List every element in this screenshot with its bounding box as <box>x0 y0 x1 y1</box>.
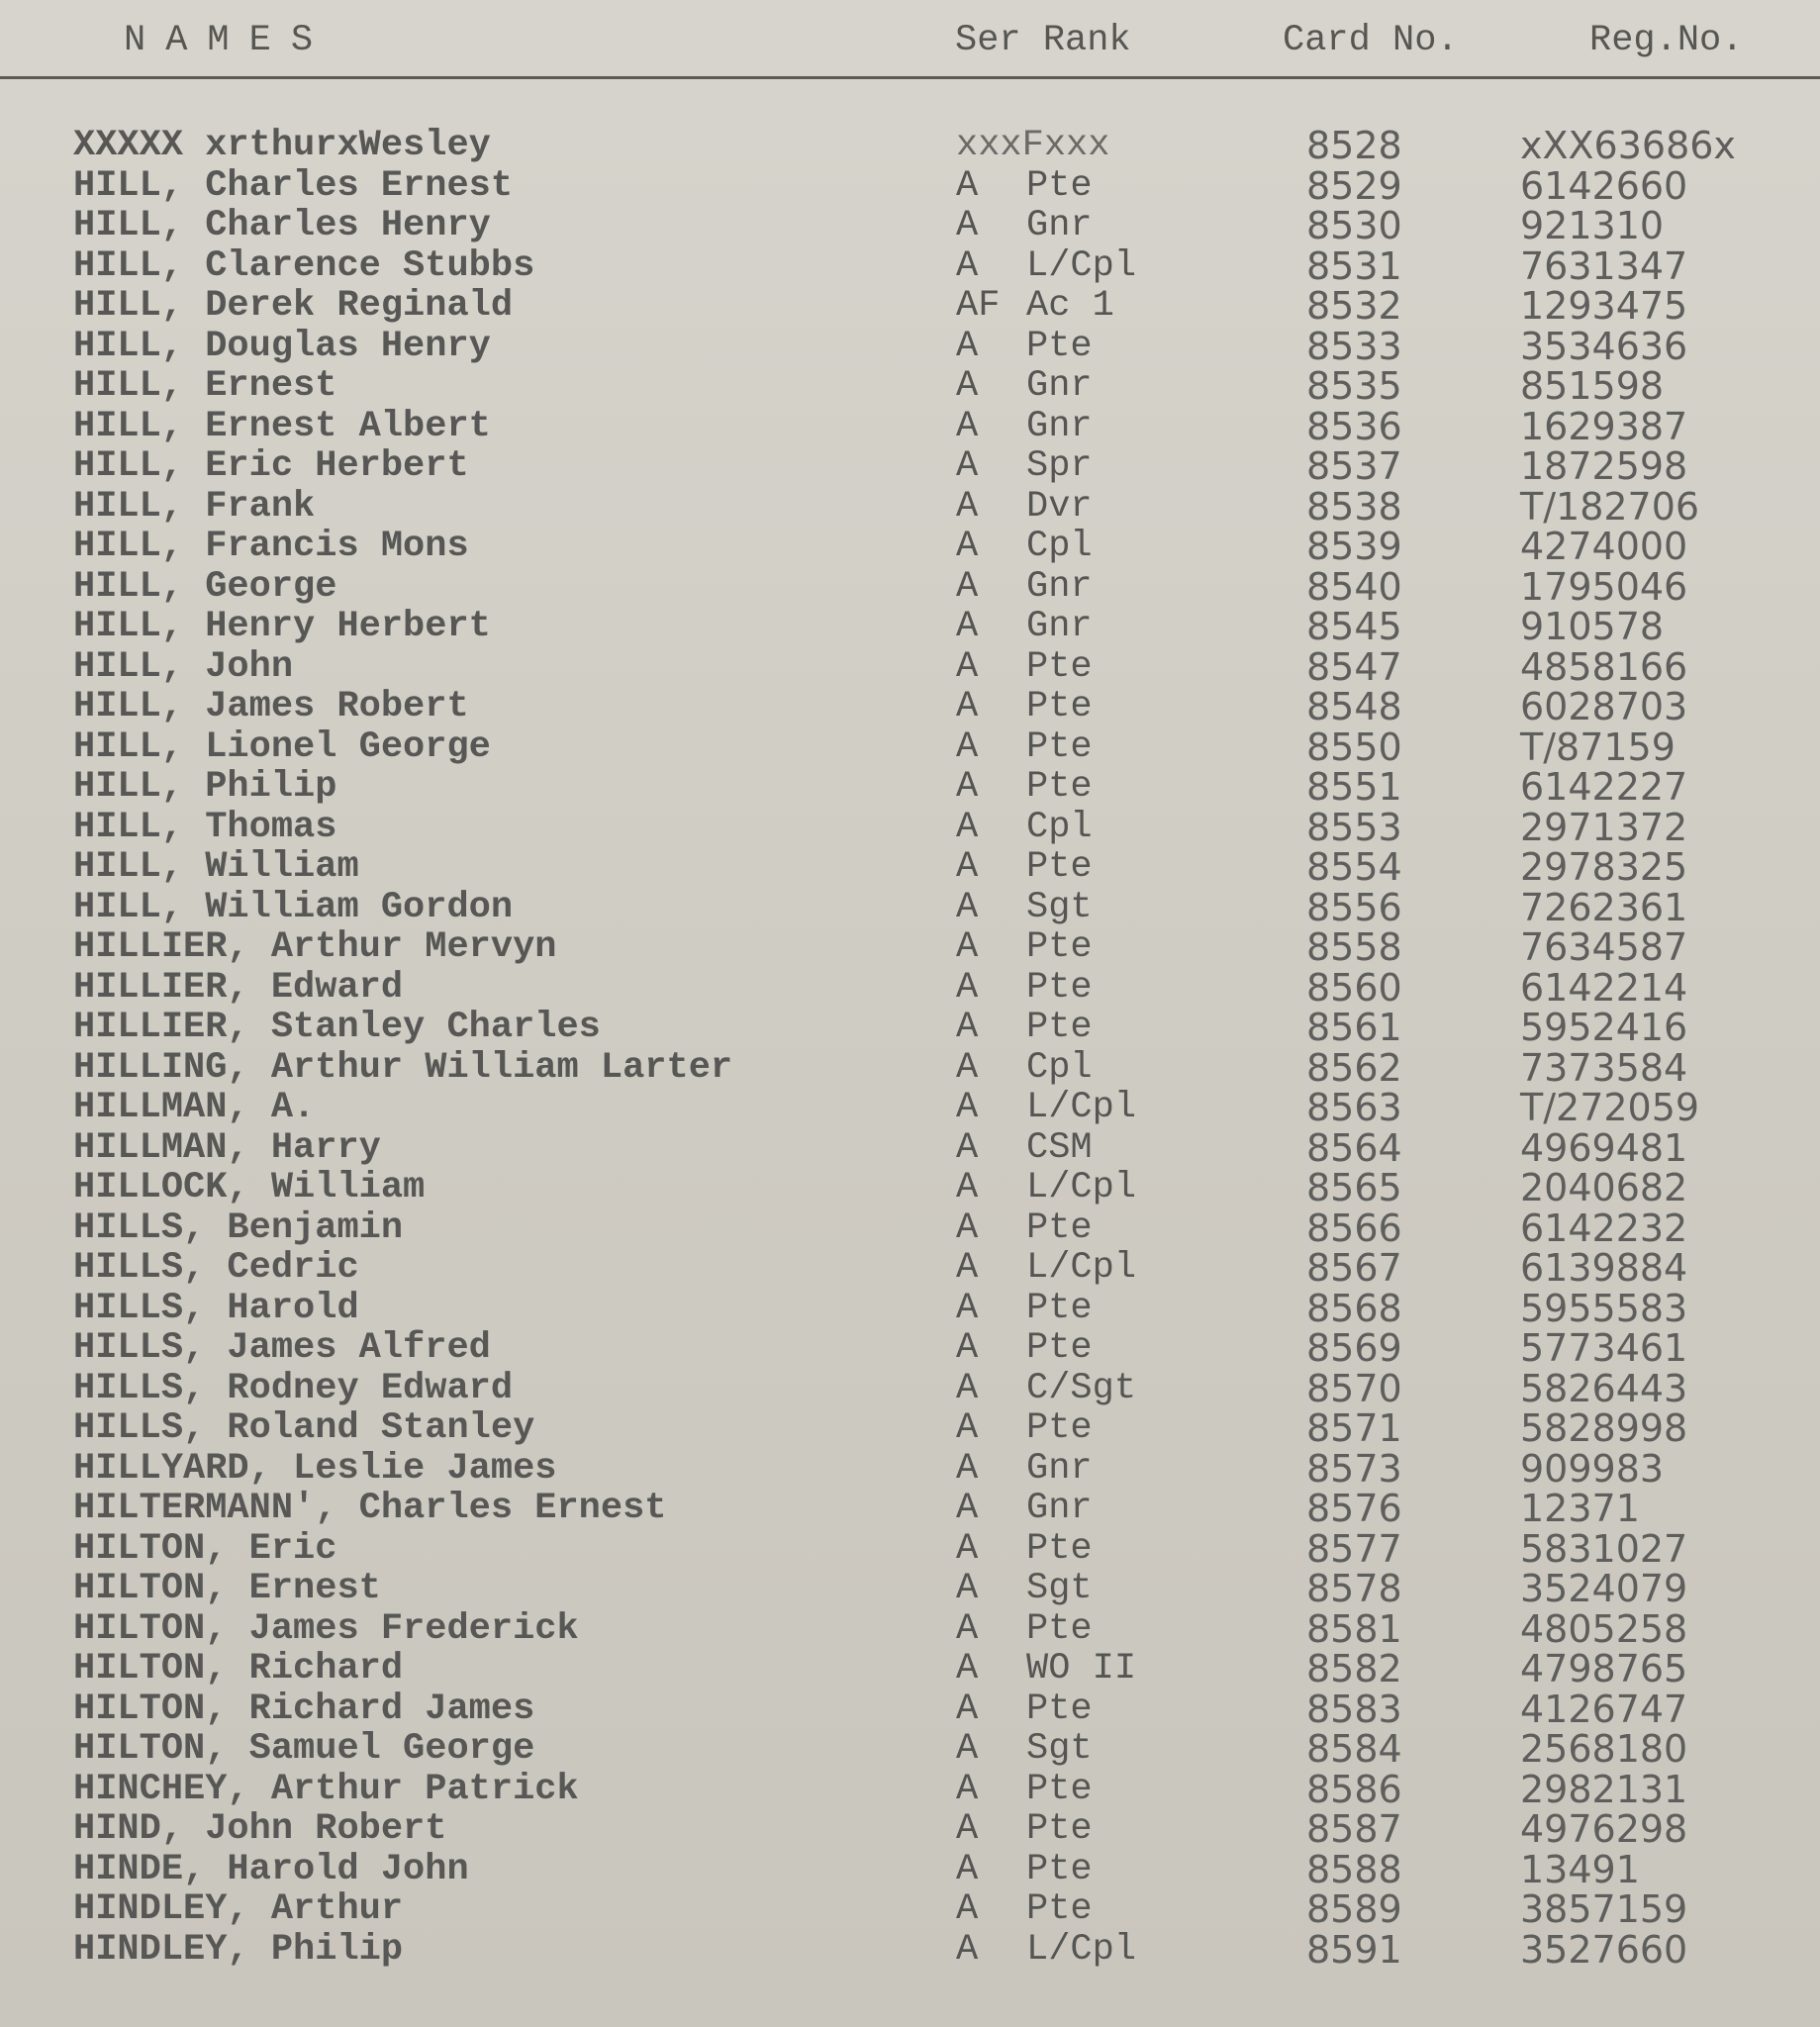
row-reg-no: T/272059 <box>1520 1086 1700 1129</box>
row-reg-no: 6142214 <box>1520 965 1688 1010</box>
table-row <box>0 404 1820 448</box>
row-rank: Pte <box>1026 966 1093 1009</box>
table-row <box>0 126 1820 166</box>
row-card-no: 8578 <box>1306 1567 1402 1610</box>
row-rank: Cpl <box>1026 1046 1093 1089</box>
row-card-no: 8528 <box>1306 124 1402 167</box>
row-rank: Sgt <box>1026 1568 1093 1609</box>
row-reg-no: 1795046 <box>1520 564 1688 609</box>
row-card-no: 8537 <box>1306 444 1402 488</box>
row-card-no: 8568 <box>1306 1286 1402 1330</box>
table-row <box>0 805 1820 849</box>
row-rank: Pte <box>1026 766 1093 808</box>
row-card-no: 8589 <box>1306 1887 1402 1931</box>
row-card-no: 8530 <box>1306 204 1402 247</box>
row-rank: Gnr <box>1026 205 1093 246</box>
row-card-no: 8560 <box>1306 965 1402 1010</box>
row-name: HILL, Charles Henry <box>73 205 491 246</box>
table-row <box>0 644 1820 689</box>
row-name: HILLS, James Alfred <box>73 1327 491 1369</box>
row-reg-no: 5773461 <box>1520 1326 1688 1370</box>
row-rank: Pte <box>1026 645 1093 688</box>
row-reg-no: 6028703 <box>1520 685 1688 728</box>
row-service: AF <box>956 285 1001 327</box>
table-row <box>0 1526 1820 1571</box>
row-reg-no: 1293475 <box>1520 284 1688 328</box>
row-reg-no: 1872598 <box>1520 444 1688 488</box>
row-reg-no: 4969481 <box>1520 1125 1688 1170</box>
row-name: HILLIER, Stanley Charles <box>73 1007 601 1048</box>
row-card-no: 8564 <box>1306 1125 1402 1170</box>
table-row <box>0 243 1820 288</box>
row-rank: Pte <box>1026 686 1093 727</box>
table-row <box>0 527 1820 567</box>
row-rank: Pte <box>1026 926 1093 968</box>
row-rank: Spr <box>1026 445 1093 487</box>
table-row <box>0 1689 1820 1730</box>
row-name: HILLIER, Arthur Mervyn <box>73 926 557 968</box>
row-rank: Pte <box>1026 1527 1093 1570</box>
row-name: HILL, John <box>73 645 294 688</box>
row-rank: Pte <box>1026 1407 1093 1449</box>
row-name: HILL, Charles Ernest <box>73 164 514 207</box>
row-name: HILL, Philip <box>73 766 337 808</box>
row-service: A <box>956 365 979 407</box>
row-name: HILLMAN, A. <box>73 1087 316 1128</box>
table-row <box>0 564 1820 609</box>
row-name: HILL, Henry Herbert <box>73 606 491 647</box>
row-reg-no: 7634587 <box>1520 925 1688 969</box>
row-card-no: 8591 <box>1306 1927 1402 1972</box>
row-service: A <box>956 926 979 968</box>
row-rank: Ac 1 <box>1026 285 1114 327</box>
row-rank: Gnr <box>1026 565 1093 608</box>
table-row <box>0 366 1820 407</box>
table-row <box>0 1889 1820 1930</box>
row-reg-no: 3857159 <box>1520 1887 1688 1931</box>
row-reg-no: 7373584 <box>1520 1045 1688 1090</box>
row-name: HILTON, Richard <box>73 1648 404 1689</box>
table-row <box>0 1489 1820 1529</box>
row-name: HILTERMANN', Charles Ernest <box>73 1488 667 1529</box>
header-rule <box>0 76 1820 79</box>
row-rank: Gnr <box>1026 606 1093 647</box>
row-rank: Pte <box>1026 1287 1093 1329</box>
row-service: A <box>956 485 979 528</box>
row-name: HILTON, Eric <box>73 1527 337 1570</box>
header-card-no: Card No. <box>1283 20 1459 61</box>
row-card-no: 8567 <box>1306 1246 1402 1290</box>
row-card-no: 8533 <box>1306 324 1402 368</box>
row-rank: Pte <box>1026 325 1093 367</box>
row-rank: Pte <box>1026 1207 1093 1249</box>
row-name: HILL, Eric Herbert <box>73 445 469 487</box>
row-reg-no: 7631347 <box>1520 243 1688 288</box>
row-name: HINDLEY, Philip <box>73 1928 404 1971</box>
row-card-no: 8565 <box>1306 1166 1402 1209</box>
row-name: HILTON, James Frederick <box>73 1607 579 1650</box>
table-row <box>0 1446 1820 1491</box>
row-rank: L/Cpl <box>1026 1928 1137 1971</box>
table-row <box>0 1569 1820 1609</box>
table-row <box>0 1408 1820 1449</box>
table-row <box>0 1168 1820 1208</box>
row-rank: L/Cpl <box>1026 1167 1137 1208</box>
row-card-no: 8531 <box>1306 243 1402 288</box>
row-card-no: 8569 <box>1306 1326 1402 1370</box>
row-rank: Pte <box>1026 1607 1093 1650</box>
row-service: A <box>956 846 979 888</box>
table-row <box>0 1088 1820 1128</box>
row-card-no: 8547 <box>1306 644 1402 689</box>
row-name: HILL, William Gordon <box>73 886 514 928</box>
row-service: A <box>956 645 979 688</box>
row-name: HILL, James Robert <box>73 686 469 727</box>
row-card-no: 8587 <box>1306 1807 1402 1851</box>
row-card-no: 8562 <box>1306 1045 1402 1090</box>
row-service: A <box>956 1607 979 1650</box>
row-reg-no: 909983 <box>1520 1446 1665 1491</box>
row-rank: Cpl <box>1026 526 1093 567</box>
row-rank: Pte <box>1026 846 1093 888</box>
row-reg-no: 3534636 <box>1520 324 1688 368</box>
row-reg-no: 4976298 <box>1520 1807 1688 1851</box>
row-service: A <box>956 766 979 808</box>
row-reg-no: 4126747 <box>1520 1687 1688 1731</box>
table-row <box>0 446 1820 487</box>
row-card-no: 8581 <box>1306 1606 1402 1651</box>
table-row <box>0 1606 1820 1651</box>
row-service: A <box>956 205 979 246</box>
row-rank: C/Sgt <box>1026 1367 1137 1409</box>
table-row <box>0 1328 1820 1369</box>
row-service: A <box>956 164 979 207</box>
row-reg-no: T/182706 <box>1520 484 1700 529</box>
row-name: HILL, Frank <box>73 485 316 528</box>
row-service: A <box>956 1488 979 1529</box>
row-rank: Cpl <box>1026 806 1093 848</box>
row-name: HINDE, Harold John <box>73 1848 469 1890</box>
table-row <box>0 1248 1820 1289</box>
row-card-no: 8561 <box>1306 1006 1402 1049</box>
row-reg-no: 6142227 <box>1520 765 1688 809</box>
row-service: A <box>956 806 979 848</box>
row-name: HILL, Clarence Stubbs <box>73 244 535 287</box>
row-service: A <box>956 1848 979 1890</box>
row-rank: Gnr <box>1026 1447 1093 1490</box>
row-reg-no: xXX63686x <box>1520 124 1736 167</box>
row-card-no: 8573 <box>1306 1446 1402 1491</box>
row-name: HILL, Ernest <box>73 365 337 407</box>
table-row <box>0 847 1820 888</box>
row-service: A <box>956 244 979 287</box>
row-name: HINCHEY, Arthur Patrick <box>73 1768 579 1810</box>
row-service: A <box>956 405 979 447</box>
row-service: A <box>956 526 979 567</box>
row-rank: Gnr <box>1026 405 1093 447</box>
row-reg-no: 5955583 <box>1520 1286 1688 1330</box>
row-reg-no: 5831027 <box>1520 1526 1688 1571</box>
table-row <box>0 324 1820 368</box>
table-row <box>0 927 1820 968</box>
table-row <box>0 206 1820 246</box>
row-service: A <box>956 886 979 928</box>
row-reg-no: 6139884 <box>1520 1246 1688 1290</box>
row-reg-no: 6142232 <box>1520 1206 1688 1250</box>
row-rank: Sgt <box>1026 886 1093 928</box>
table-row <box>0 1366 1820 1410</box>
register-rows <box>0 126 1820 1970</box>
row-rank: Pte <box>1026 1848 1093 1890</box>
row-rank: CSM <box>1026 1126 1093 1169</box>
row-name: HILLYARD, Leslie James <box>73 1447 557 1490</box>
row-card-no: 8583 <box>1306 1687 1402 1731</box>
row-name: HILTON, Richard James <box>73 1688 535 1730</box>
row-reg-no: 2040682 <box>1520 1166 1688 1209</box>
column-header <box>0 20 1820 79</box>
row-name: HILL, William <box>73 846 359 888</box>
row-reg-no: 12371 <box>1520 1487 1640 1530</box>
row-card-no: 8566 <box>1306 1206 1402 1250</box>
row-service: A <box>956 1167 979 1208</box>
row-service: A <box>956 1207 979 1249</box>
row-reg-no: 4858166 <box>1520 644 1688 689</box>
row-card-no: 8545 <box>1306 605 1402 648</box>
row-service: A <box>956 1046 979 1089</box>
row-service: A <box>956 1126 979 1169</box>
row-name: HILL, Derek Reginald <box>73 285 514 327</box>
table-row <box>0 767 1820 808</box>
header-ser-rank: Ser Rank <box>955 20 1131 61</box>
row-reg-no: 5952416 <box>1520 1006 1688 1049</box>
row-name: HILL, Thomas <box>73 806 337 848</box>
row-rank: Pte <box>1026 1808 1093 1850</box>
row-card-no: 8576 <box>1306 1487 1402 1530</box>
row-reg-no: 2982131 <box>1520 1767 1688 1811</box>
row-card-no: 8586 <box>1306 1767 1402 1811</box>
row-name: HILLS, Roland Stanley <box>73 1407 535 1449</box>
row-card-no: 8532 <box>1306 284 1402 328</box>
row-rank: Dvr <box>1026 485 1093 528</box>
row-reg-no: 4805258 <box>1520 1606 1688 1651</box>
row-service: A <box>956 1648 979 1689</box>
row-service: A <box>956 1527 979 1570</box>
row-rank: Pte <box>1026 1888 1093 1930</box>
row-reg-no: 851598 <box>1520 364 1665 408</box>
row-reg-no: 1629387 <box>1520 404 1688 448</box>
header-reg-no: Reg.No. <box>1589 20 1744 61</box>
row-name: HILLS, Harold <box>73 1287 359 1329</box>
row-card-no: 8548 <box>1306 685 1402 728</box>
table-row <box>0 687 1820 727</box>
row-reg-no: 5828998 <box>1520 1406 1688 1450</box>
table-row <box>0 1008 1820 1048</box>
row-service: A <box>956 725 979 768</box>
table-row <box>0 286 1820 327</box>
row-service: A <box>956 1808 979 1850</box>
row-rank: Pte <box>1026 164 1093 207</box>
row-service: A <box>956 606 979 647</box>
row-card-no: 8550 <box>1306 724 1402 769</box>
table-row <box>0 163 1820 208</box>
row-name: HIND, John Robert <box>73 1808 447 1850</box>
row-rank: L/Cpl <box>1026 1087 1137 1128</box>
row-name: HILL, Douglas Henry <box>73 325 491 367</box>
row-rank: Pte <box>1026 1327 1093 1369</box>
row-service: A <box>956 1327 979 1369</box>
table-row <box>0 885 1820 929</box>
row-name: HILLOCK, William <box>73 1167 426 1208</box>
row-reg-no: 13491 <box>1520 1847 1640 1891</box>
row-service: A <box>956 1688 979 1730</box>
row-card-no: 8553 <box>1306 805 1402 849</box>
row-rank: Pte <box>1026 725 1093 768</box>
table-row <box>0 1729 1820 1770</box>
row-card-no: 8582 <box>1306 1647 1402 1690</box>
row-card-no: 8551 <box>1306 765 1402 809</box>
row-rank: Pte <box>1026 1688 1093 1730</box>
table-row <box>0 484 1820 529</box>
row-card-no: 8539 <box>1306 525 1402 568</box>
row-name: HILLMAN, Harry <box>73 1126 381 1169</box>
row-service: A <box>956 1768 979 1810</box>
table-row <box>0 965 1820 1010</box>
row-name: HILTON, Ernest <box>73 1568 381 1609</box>
row-service: A <box>956 1568 979 1609</box>
row-card-no: 8584 <box>1306 1727 1402 1771</box>
row-service: A <box>956 1728 979 1770</box>
row-service: A <box>956 1007 979 1048</box>
row-service: A <box>956 445 979 487</box>
row-service: A <box>956 1928 979 1971</box>
row-reg-no: T/87159 <box>1520 724 1676 769</box>
table-row <box>0 607 1820 647</box>
row-card-no: 8535 <box>1306 364 1402 408</box>
row-rank: Pte <box>1026 1768 1093 1810</box>
header-names: NAMES <box>124 20 334 61</box>
table-row <box>0 1286 1820 1330</box>
row-reg-no: 2568180 <box>1520 1727 1688 1771</box>
row-name: HILLS, Benjamin <box>73 1207 404 1249</box>
row-service: A <box>956 1367 979 1409</box>
row-name: HILL, George <box>73 565 337 608</box>
row-card-no: 8570 <box>1306 1366 1402 1410</box>
row-card-no: 8563 <box>1306 1086 1402 1129</box>
row-card-no: 8529 <box>1306 163 1402 208</box>
table-row <box>0 1045 1820 1090</box>
row-name: HILLS, Cedric <box>73 1247 359 1289</box>
row-rank: Sgt <box>1026 1728 1093 1770</box>
table-row <box>0 724 1820 769</box>
row-name: XXXXX xrthurxWesley <box>73 125 491 166</box>
row-name: HINDLEY, Arthur <box>73 1888 404 1930</box>
row-name: HILL, Francis Mons <box>73 526 469 567</box>
row-rank: Pte <box>1026 1007 1093 1048</box>
table-row <box>0 1767 1820 1811</box>
row-service: A <box>956 686 979 727</box>
row-name: HILLING, Arthur William Larter <box>73 1046 733 1089</box>
table-row <box>0 1649 1820 1689</box>
row-service: A <box>956 1287 979 1329</box>
row-card-no: 8540 <box>1306 564 1402 609</box>
row-reg-no: 2978325 <box>1520 845 1688 889</box>
row-card-no: 8554 <box>1306 845 1402 889</box>
row-name: HILLS, Rodney Edward <box>73 1367 514 1409</box>
row-service: A <box>956 966 979 1009</box>
row-card-no: 8577 <box>1306 1526 1402 1571</box>
row-service: A <box>956 325 979 367</box>
row-card-no: 8536 <box>1306 404 1402 448</box>
row-service: A <box>956 565 979 608</box>
row-reg-no: 2971372 <box>1520 805 1688 849</box>
table-row <box>0 1809 1820 1850</box>
row-card-no: 8558 <box>1306 925 1402 969</box>
row-reg-no: 4798765 <box>1520 1647 1688 1690</box>
row-service: xxxFxxx <box>956 125 1110 166</box>
row-service: A <box>956 1407 979 1449</box>
row-name: HILL, Lionel George <box>73 725 491 768</box>
row-reg-no: 4274000 <box>1520 525 1688 568</box>
row-name: HILL, Ernest Albert <box>73 405 491 447</box>
row-card-no: 8538 <box>1306 484 1402 529</box>
row-service: A <box>956 1447 979 1490</box>
row-reg-no: 921310 <box>1520 204 1665 247</box>
table-row <box>0 1847 1820 1891</box>
table-row <box>0 1927 1820 1972</box>
row-reg-no: 6142660 <box>1520 163 1688 208</box>
row-rank: Gnr <box>1026 1488 1093 1529</box>
row-rank: L/Cpl <box>1026 1247 1137 1289</box>
row-name: HILTON, Samuel George <box>73 1728 535 1770</box>
row-reg-no: 3524079 <box>1520 1567 1688 1610</box>
row-service: A <box>956 1247 979 1289</box>
row-reg-no: 7262361 <box>1520 885 1688 929</box>
table-row <box>0 1208 1820 1249</box>
row-card-no: 8571 <box>1306 1406 1402 1450</box>
row-reg-no: 3527660 <box>1520 1927 1688 1972</box>
row-reg-no: 5826443 <box>1520 1366 1688 1410</box>
row-reg-no: 910578 <box>1520 605 1665 648</box>
row-name: HILLIER, Edward <box>73 966 404 1009</box>
row-card-no: 8588 <box>1306 1847 1402 1891</box>
row-service: A <box>956 1087 979 1128</box>
row-rank: L/Cpl <box>1026 244 1137 287</box>
row-card-no: 8556 <box>1306 885 1402 929</box>
table-row <box>0 1125 1820 1170</box>
row-service: A <box>956 1888 979 1930</box>
row-rank: WO II <box>1026 1648 1137 1689</box>
row-rank: Gnr <box>1026 365 1093 407</box>
